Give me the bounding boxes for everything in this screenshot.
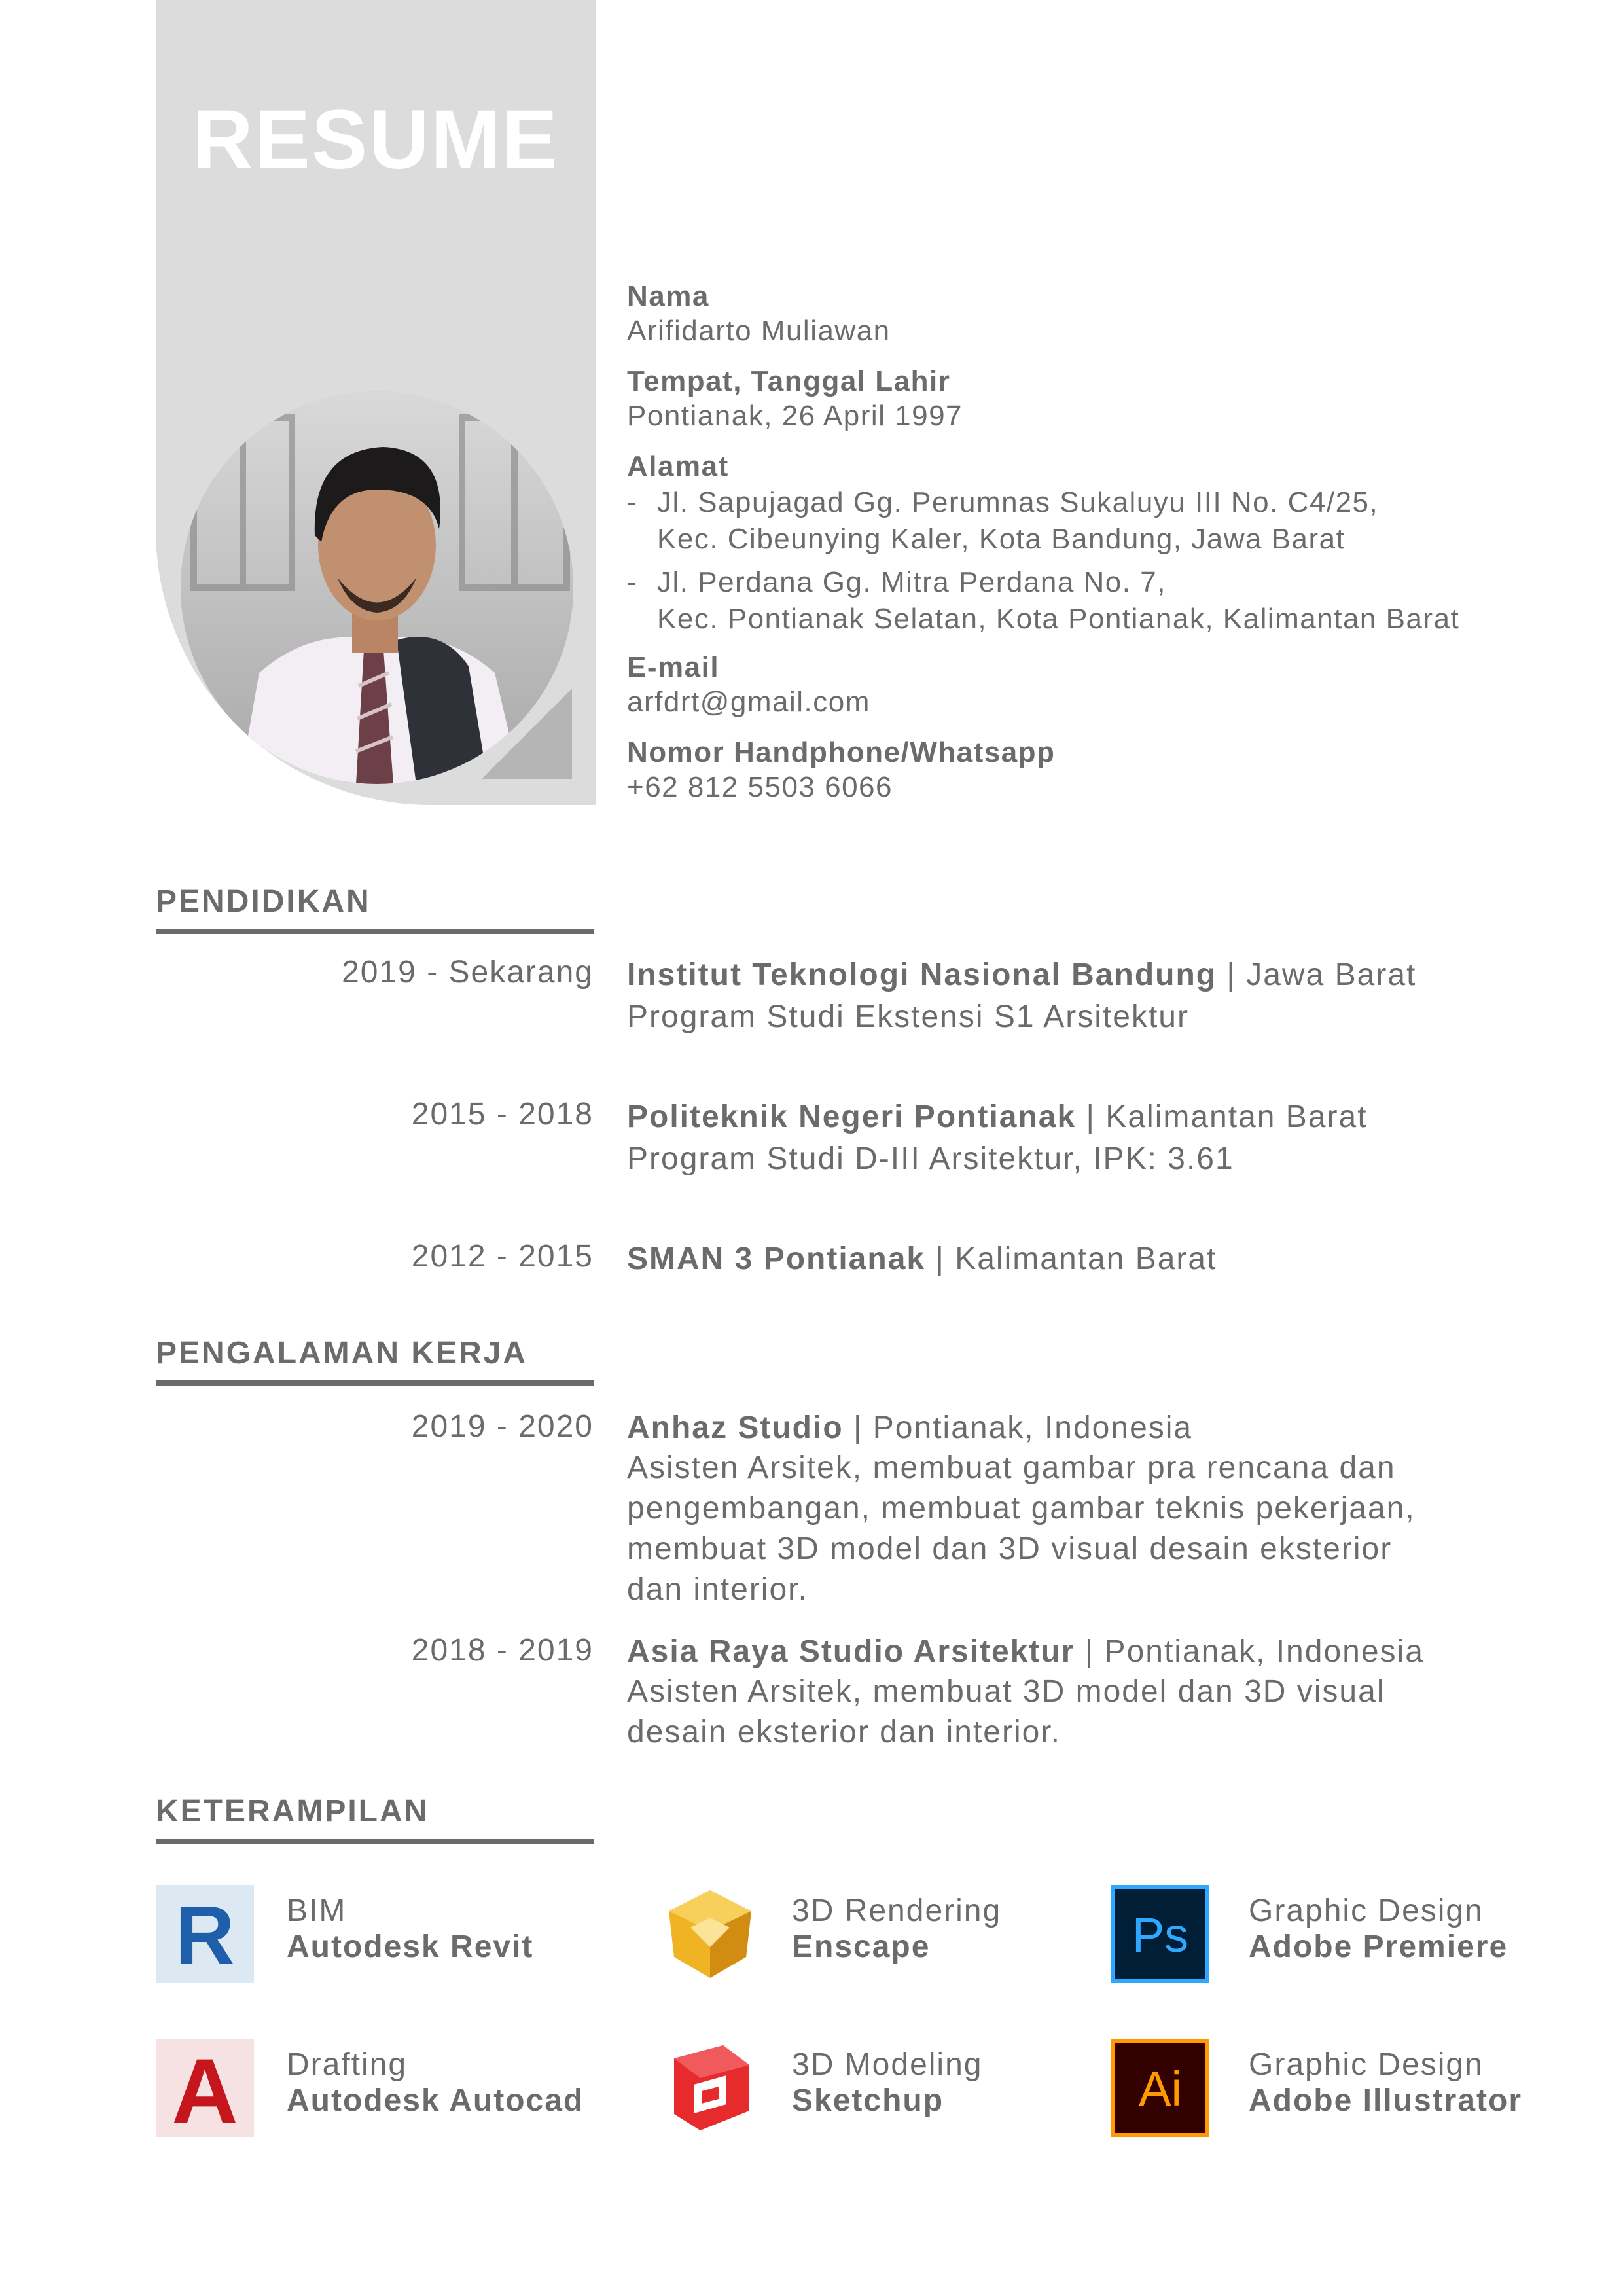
institution-name: SMAN 3 Pontianak xyxy=(627,1242,926,1276)
phone-field xyxy=(627,736,1055,806)
company-location: Pontianak, Indonesia xyxy=(872,1410,1193,1445)
address-line: Jl. Sapujagad Gg. Perumnas Sukaluyu III No. C4/25, xyxy=(657,486,1379,518)
birth-field xyxy=(627,365,963,435)
skill-category: Drafting xyxy=(287,2047,408,2082)
photoshop-icon xyxy=(1111,1885,1209,1983)
resume-title: RESUME xyxy=(192,93,559,187)
skill-category: BIM xyxy=(287,1893,347,1928)
address-field xyxy=(627,450,1459,637)
illustrator-icon-letters: Ai xyxy=(1139,2062,1182,2116)
phone-value: +62 812 5503 6066 xyxy=(627,771,893,803)
skill-tool: Adobe Premiere xyxy=(1249,1929,1508,1964)
skill-item-premiere xyxy=(1249,1893,1508,1965)
revit-icon xyxy=(156,1885,254,1983)
skill-item-illustrator xyxy=(1249,2047,1522,2119)
email-label: E-mail xyxy=(627,651,720,683)
illustrator-icon xyxy=(1111,2039,1209,2137)
skill-category: Graphic Design xyxy=(1249,1893,1484,1928)
autocad-icon-letter: A xyxy=(171,2039,238,2137)
skill-tool: Autodesk Autocad xyxy=(287,2083,584,2118)
experience-years: 2019 - 2020 xyxy=(411,1409,594,1444)
name-field xyxy=(627,280,891,350)
birth-label: Tempat, Tanggal Lahir xyxy=(627,365,951,397)
email-value: arfdrt@gmail.com xyxy=(627,686,870,718)
address-item: - Jl. Perdana Gg. Mitra Perdana No. 7, Kec. Pontianak Selatan, Kota Pontianak, Kalimantan Barat xyxy=(627,564,1459,637)
address-line: Kec. Cibeunying Kaler, Kota Bandung, Jawa Barat xyxy=(657,523,1346,555)
experience-heading: PENGALAMAN KERJA xyxy=(156,1335,594,1386)
name-label: Nama xyxy=(627,280,709,312)
education-years: 2015 - 2018 xyxy=(411,1097,594,1132)
education-entry: SMAN 3 Pontianak | Kalimantan Barat xyxy=(627,1242,1217,1276)
company-name: Asia Raya Studio Arsitektur xyxy=(627,1634,1075,1669)
experience-desc-line: pengembangan, membuat gambar teknis pekerjaan, xyxy=(627,1491,1416,1526)
education-detail: Program Studi D-III Arsitektur, IPK: 3.61 xyxy=(627,1141,1234,1176)
experience-entry: Anhaz Studio | Pontianak, Indonesia Asisten Arsitek, membuat gambar pra rencana dan pengembangan, membuat gambar teknis pekerjaan, membuat 3D model dan 3D visual desain eksterior dan interior. xyxy=(627,1408,1530,1610)
skills-heading: KETERAMPILAN xyxy=(156,1793,594,1844)
company-location: Pontianak, Indonesia xyxy=(1104,1634,1424,1669)
experience-desc-line: membuat 3D model dan 3D visual desain eksterior xyxy=(627,1532,1393,1566)
revit-icon-letter: R xyxy=(175,1889,235,1981)
education-years: 2012 - 2015 xyxy=(411,1239,594,1274)
skill-item-enscape xyxy=(792,1893,1001,1965)
skill-item-sketchup xyxy=(792,2047,982,2119)
education-years: 2019 - Sekarang xyxy=(342,955,594,990)
sketchup-icon xyxy=(661,2039,759,2137)
institution-name: Politeknik Negeri Pontianak xyxy=(627,1100,1077,1134)
experience-desc-line: Asisten Arsitek, membuat 3D model dan 3D visual xyxy=(627,1674,1385,1709)
skill-category: 3D Rendering xyxy=(792,1893,1002,1928)
institution-name: Institut Teknologi Nasional Bandung xyxy=(627,958,1217,992)
institution-location: Kalimantan Barat xyxy=(955,1242,1217,1276)
skill-tool: Enscape xyxy=(792,1929,931,1964)
address-item: - Jl. Sapujagad Gg. Perumnas Sukaluyu III No. C4/25, Kec. Cibeunying Kaler, Kota Bandung, Jawa Barat xyxy=(627,484,1459,558)
skill-tool: Autodesk Revit xyxy=(287,1929,534,1964)
education-entry: Politeknik Negeri Pontianak | Kalimantan Barat Program Studi D-III Arsitektur, IPK: 3.61 xyxy=(627,1096,1530,1180)
phone-label: Nomor Handphone/Whatsapp xyxy=(627,736,1056,768)
skill-item-autocad xyxy=(287,2047,584,2119)
enscape-icon xyxy=(661,1885,759,1983)
education-detail: Program Studi Ekstensi S1 Arsitektur xyxy=(627,999,1189,1034)
education-entry: Institut Teknologi Nasional Bandung | Jawa Barat Program Studi Ekstensi S1 Arsitektur xyxy=(627,954,1530,1038)
birth-value: Pontianak, 26 April 1997 xyxy=(627,400,963,432)
education-heading: PENDIDIKAN xyxy=(156,884,594,934)
skill-tool: Sketchup xyxy=(792,2083,944,2118)
address-line: Jl. Perdana Gg. Mitra Perdana No. 7, xyxy=(657,566,1166,598)
skill-item-revit xyxy=(287,1893,533,1965)
skill-tool: Adobe Illustrator xyxy=(1249,2083,1523,2118)
autocad-icon xyxy=(156,2039,254,2137)
photoshop-icon-letters: Ps xyxy=(1132,1908,1189,1962)
company-name: Anhaz Studio xyxy=(627,1410,844,1445)
experience-years: 2018 - 2019 xyxy=(411,1633,594,1668)
skill-category: Graphic Design xyxy=(1249,2047,1484,2082)
photo-corner-accent xyxy=(482,689,572,779)
experience-desc-line: Asisten Arsitek, membuat gambar pra rencana dan xyxy=(627,1450,1396,1485)
email-field xyxy=(627,651,870,721)
name-value: Arifidarto Muliawan xyxy=(627,315,891,347)
address-label: Alamat xyxy=(627,450,729,482)
address-line: Kec. Pontianak Selatan, Kota Pontianak, Kalimantan Barat xyxy=(657,603,1460,635)
experience-desc-line: desain eksterior dan interior. xyxy=(627,1715,1061,1749)
experience-entry: Asia Raya Studio Arsitektur | Pontianak, Indonesia Asisten Arsitek, membuat 3D model dan 3D visual desain eksterior dan interior. xyxy=(627,1632,1530,1753)
skill-category: 3D Modeling xyxy=(792,2047,983,2082)
experience-desc-line: dan interior. xyxy=(627,1572,808,1607)
institution-location: Jawa Barat xyxy=(1246,958,1417,992)
institution-location: Kalimantan Barat xyxy=(1105,1100,1368,1134)
